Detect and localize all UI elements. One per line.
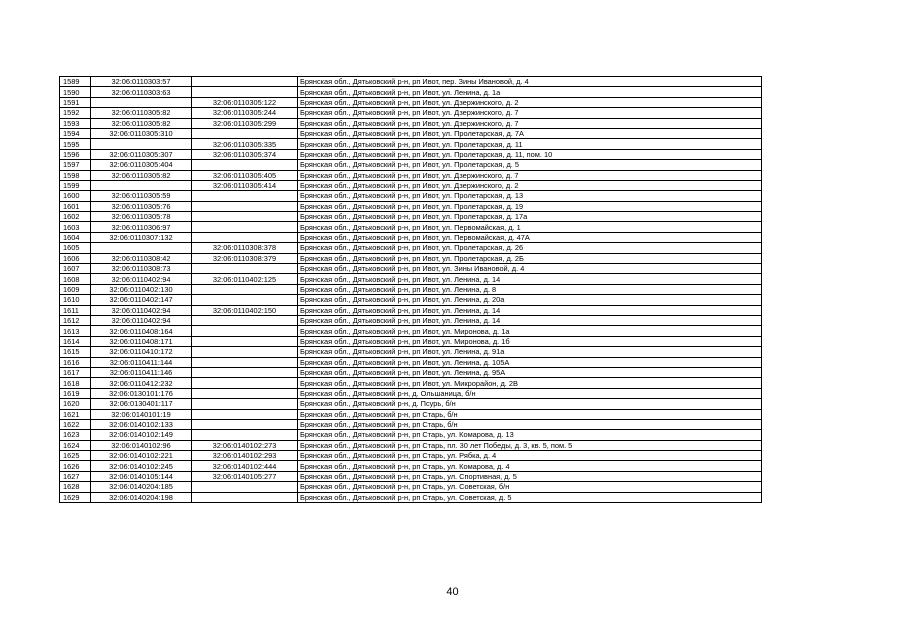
related-cadastral-number-cell	[192, 388, 298, 398]
address-cell: Брянская обл., Дятьковский р-н, рп Ивот, ул. Ленина, д. 14	[298, 305, 762, 315]
related-cadastral-number-cell	[192, 128, 298, 138]
table-row	[60, 399, 762, 409]
related-cadastral-number-cell: 32:06:0110402:125	[192, 274, 298, 284]
table-row	[60, 336, 762, 346]
related-cadastral-number-cell: 32:06:0140105:277	[192, 471, 298, 481]
address-cell: Брянская обл., Дятьковский р-н, рп Ивот, ул. Первомайская, д. 1	[298, 222, 762, 232]
related-cadastral-number-cell: 32:06:0110305:414	[192, 180, 298, 190]
row-number-cell: 1589	[60, 77, 91, 87]
related-cadastral-number-cell: 32:06:0140102:273	[192, 440, 298, 450]
related-cadastral-number-cell	[192, 264, 298, 274]
table-row	[60, 367, 762, 377]
cadastral-number-cell	[91, 243, 192, 253]
cadastral-number-cell: 32:06:0110411:144	[91, 357, 192, 367]
address-cell: Брянская обл., Дятьковский р-н, рп Ивот, ул. Дзержинского, д. 7	[298, 108, 762, 118]
table-row	[60, 492, 762, 502]
table-row	[60, 222, 762, 232]
address-cell: Брянская обл., Дятьковский р-н, рп Ивот, ул. Ленина, д. 8	[298, 284, 762, 294]
address-cell: Брянская обл., Дятьковский р-н, рп Старь, ул. Советская, д. 5	[298, 492, 762, 502]
address-cell: Брянская обл., Дятьковский р-н, рп Старь, пл. 30 лет Победы, д. 3, кв. 5, пом. 5	[298, 440, 762, 450]
row-number-cell: 1606	[60, 253, 91, 263]
table-row	[60, 253, 762, 263]
address-cell: Брянская обл., Дятьковский р-н, рп Ивот, ул. Пролетарская, д. 26	[298, 243, 762, 253]
address-cell: Брянская обл., Дятьковский р-н, рп Ивот, ул. Пролетарская, д. 7А	[298, 128, 762, 138]
address-cell: Брянская обл., Дятьковский р-н, рп Ивот, ул. Пролетарская, д. 11, пом. 10	[298, 149, 762, 159]
row-number-cell: 1627	[60, 471, 91, 481]
address-cell: Брянская обл., Дятьковский р-н, рп Ивот, ул. Ленина, д. 105А	[298, 357, 762, 367]
address-cell: Брянская обл., Дятьковский р-н, рп Старь, б/н	[298, 419, 762, 429]
address-cell: Брянская обл., Дятьковский р-н, рп Старь, ул. Спортивная, д. 5	[298, 471, 762, 481]
row-number-cell: 1608	[60, 274, 91, 284]
row-number-cell: 1590	[60, 87, 91, 97]
row-number-cell: 1596	[60, 149, 91, 159]
table-row	[60, 264, 762, 274]
row-number-cell: 1622	[60, 419, 91, 429]
cadastral-number-cell	[91, 139, 192, 149]
address-cell: Брянская обл., Дятьковский р-н, рп Ивот, ул. Пролетарская, д. 17а	[298, 212, 762, 222]
address-cell: Брянская обл., Дятьковский р-н, рп Ивот, ул. Ленина, д. 95А	[298, 367, 762, 377]
row-number-cell: 1628	[60, 482, 91, 492]
row-number-cell: 1621	[60, 409, 91, 419]
row-number-cell: 1607	[60, 264, 91, 274]
row-number-cell: 1618	[60, 378, 91, 388]
related-cadastral-number-cell	[192, 222, 298, 232]
address-cell: Брянская обл., Дятьковский р-н, рп Ивот, ул. Ленина, д. 14	[298, 274, 762, 284]
cadastral-number-cell: 32:06:0110402:94	[91, 274, 192, 284]
row-number-cell: 1610	[60, 295, 91, 305]
table-row	[60, 315, 762, 325]
row-number-cell: 1626	[60, 461, 91, 471]
table-row	[60, 191, 762, 201]
cadastral-number-cell: 32:06:0110303:63	[91, 87, 192, 97]
table-row	[60, 471, 762, 481]
row-number-cell: 1624	[60, 440, 91, 450]
related-cadastral-number-cell	[192, 336, 298, 346]
table-row	[60, 347, 762, 357]
row-number-cell: 1616	[60, 357, 91, 367]
cadastral-number-cell: 32:06:0110305:82	[91, 108, 192, 118]
related-cadastral-number-cell	[192, 409, 298, 419]
cadastral-number-cell: 32:06:0110308:42	[91, 253, 192, 263]
row-number-cell: 1593	[60, 118, 91, 128]
related-cadastral-number-cell: 32:06:0110305:374	[192, 149, 298, 159]
cadastral-number-cell: 32:06:0110402:94	[91, 305, 192, 315]
table-row	[60, 97, 762, 107]
address-cell: Брянская обл., Дятьковский р-н, рп Ивот, ул. Миронова, д. 1б	[298, 336, 762, 346]
related-cadastral-number-cell	[192, 87, 298, 97]
cadastral-number-cell: 32:06:0140102:245	[91, 461, 192, 471]
table-row	[60, 482, 762, 492]
cadastral-number-cell: 32:06:0110410:172	[91, 347, 192, 357]
related-cadastral-number-cell: 32:06:0140102:293	[192, 451, 298, 461]
address-cell: Брянская обл., Дятьковский р-н, рп Ивот, ул. Миронова, д. 1а	[298, 326, 762, 336]
cadastral-number-cell: 32:06:0110402:130	[91, 284, 192, 294]
related-cadastral-number-cell: 32:06:0110308:379	[192, 253, 298, 263]
row-number-cell: 1612	[60, 315, 91, 325]
address-cell: Брянская обл., Дятьковский р-н, рп Ивот, ул. Пролетарская, д. 11	[298, 139, 762, 149]
address-cell: Брянская обл., Дятьковский р-н, рп Ивот, ул. Ленина, д. 14	[298, 315, 762, 325]
table-row	[60, 419, 762, 429]
table-row	[60, 440, 762, 450]
table-row	[60, 108, 762, 118]
row-number-cell: 1598	[60, 170, 91, 180]
row-number-cell: 1615	[60, 347, 91, 357]
cadastral-number-cell: 32:06:0110305:82	[91, 118, 192, 128]
address-cell: Брянская обл., Дятьковский р-н, рп Ивот, ул. Дзержинского, д. 2	[298, 97, 762, 107]
row-number-cell: 1619	[60, 388, 91, 398]
table-row	[60, 149, 762, 159]
cadastral-number-cell: 32:06:0130401:117	[91, 399, 192, 409]
related-cadastral-number-cell	[192, 347, 298, 357]
address-cell: Брянская обл., Дятьковский р-н, рп Старь, ул. Комарова, д. 4	[298, 461, 762, 471]
address-cell: Брянская обл., Дятьковский р-н, рп Ивот, ул. Пролетарская, д. 19	[298, 201, 762, 211]
table-row	[60, 378, 762, 388]
table-row	[60, 451, 762, 461]
table-row	[60, 326, 762, 336]
table-row	[60, 388, 762, 398]
related-cadastral-number-cell: 32:06:0140102:444	[192, 461, 298, 471]
page-number: 40	[446, 586, 459, 598]
related-cadastral-number-cell	[192, 212, 298, 222]
related-cadastral-number-cell	[192, 357, 298, 367]
cadastral-number-cell: 32:06:0110307:132	[91, 232, 192, 242]
address-cell: Брянская обл., Дятьковский р-н, рп Ивот, ул. Пролетарская, д. 13	[298, 191, 762, 201]
cadastral-number-cell: 32:06:0110305:307	[91, 149, 192, 159]
address-cell: Брянская обл., Дятьковский р-н, рп Ивот, ул. Первомайская, д. 47А	[298, 232, 762, 242]
address-cell: Брянская обл., Дятьковский р-н, рп Старь, ул. Советская, б/н	[298, 482, 762, 492]
table-row	[60, 274, 762, 284]
address-cell: Брянская обл., Дятьковский р-н, рп Ивот, ул. Дзержинского, д. 2	[298, 180, 762, 190]
row-number-cell: 1595	[60, 139, 91, 149]
related-cadastral-number-cell	[192, 77, 298, 87]
cadastral-number-cell: 32:06:0110305:59	[91, 191, 192, 201]
related-cadastral-number-cell	[192, 315, 298, 325]
address-cell: Брянская обл., Дятьковский р-н, рп Ивот, ул. Пролетарская, д. 5	[298, 160, 762, 170]
cadastral-number-cell: 32:06:0140102:149	[91, 430, 192, 440]
related-cadastral-number-cell: 32:06:0110305:405	[192, 170, 298, 180]
registry-table	[59, 76, 762, 503]
table-row	[60, 160, 762, 170]
row-number-cell: 1601	[60, 201, 91, 211]
cadastral-number-cell: 32:06:0140204:185	[91, 482, 192, 492]
row-number-cell: 1591	[60, 97, 91, 107]
related-cadastral-number-cell	[192, 492, 298, 502]
related-cadastral-number-cell	[192, 232, 298, 242]
related-cadastral-number-cell	[192, 367, 298, 377]
row-number-cell: 1614	[60, 336, 91, 346]
row-number-cell: 1625	[60, 451, 91, 461]
address-cell: Брянская обл., Дятьковский р-н, рп Ивот, ул. Дзержинского, д. 7	[298, 118, 762, 128]
cadastral-number-cell: 32:06:0110305:82	[91, 170, 192, 180]
row-number-cell: 1600	[60, 191, 91, 201]
address-cell: Брянская обл., Дятьковский р-н, рп Старь, ул. Комарова, д. 13	[298, 430, 762, 440]
table-row	[60, 77, 762, 87]
related-cadastral-number-cell	[192, 378, 298, 388]
address-cell: Брянская обл., Дятьковский р-н, рп Ивот, ул. Ленина, д. 1а	[298, 87, 762, 97]
related-cadastral-number-cell: 32:06:0110305:299	[192, 118, 298, 128]
related-cadastral-number-cell	[192, 419, 298, 429]
row-number-cell: 1609	[60, 284, 91, 294]
cadastral-number-cell: 32:06:0140102:221	[91, 451, 192, 461]
table-row	[60, 212, 762, 222]
address-cell: Брянская обл., Дятьковский р-н, рп Ивот, ул. Дзержинского, д. 7	[298, 170, 762, 180]
address-cell: Брянская обл., Дятьковский р-н, д. Ольшаница, б/н	[298, 388, 762, 398]
cadastral-number-cell: 32:06:0110305:78	[91, 212, 192, 222]
cadastral-number-cell	[91, 97, 192, 107]
table-row	[60, 87, 762, 97]
address-cell: Брянская обл., Дятьковский р-н, рп Ивот, ул. Ленина, д. 20а	[298, 295, 762, 305]
related-cadastral-number-cell	[192, 326, 298, 336]
table-row	[60, 409, 762, 419]
address-cell: Брянская обл., Дятьковский р-н, рп Старь, ул. Рябка, д. 4	[298, 451, 762, 461]
table-row	[60, 170, 762, 180]
table-row	[60, 243, 762, 253]
row-number-cell: 1617	[60, 367, 91, 377]
row-number-cell: 1603	[60, 222, 91, 232]
row-number-cell: 1597	[60, 160, 91, 170]
related-cadastral-number-cell	[192, 160, 298, 170]
address-cell: Брянская обл., Дятьковский р-н, рп Ивот, ул. Пролетарская, д. 2Б	[298, 253, 762, 263]
table-row	[60, 284, 762, 294]
row-number-cell: 1623	[60, 430, 91, 440]
related-cadastral-number-cell	[192, 430, 298, 440]
cadastral-number-cell: 32:06:0140204:198	[91, 492, 192, 502]
cadastral-number-cell: 32:06:0110306:97	[91, 222, 192, 232]
cadastral-number-cell: 32:06:0110411:146	[91, 367, 192, 377]
address-cell: Брянская обл., Дятьковский р-н, рп Ивот, ул. Зины Ивановой, д. 4	[298, 264, 762, 274]
row-number-cell: 1629	[60, 492, 91, 502]
cadastral-number-cell: 32:06:0110408:164	[91, 326, 192, 336]
table-row	[60, 180, 762, 190]
cadastral-number-cell: 32:06:0140102:96	[91, 440, 192, 450]
related-cadastral-number-cell	[192, 482, 298, 492]
cadastral-number-cell	[91, 180, 192, 190]
row-number-cell: 1602	[60, 212, 91, 222]
table-row	[60, 232, 762, 242]
address-cell: Брянская обл., Дятьковский р-н, рп Старь, б/н	[298, 409, 762, 419]
related-cadastral-number-cell	[192, 295, 298, 305]
table-row	[60, 430, 762, 440]
related-cadastral-number-cell: 32:06:0110305:335	[192, 139, 298, 149]
cadastral-number-cell: 32:06:0110402:94	[91, 315, 192, 325]
row-number-cell: 1604	[60, 232, 91, 242]
cadastral-number-cell: 32:06:0130101:176	[91, 388, 192, 398]
cadastral-number-cell: 32:06:0140102:133	[91, 419, 192, 429]
row-number-cell: 1611	[60, 305, 91, 315]
table-row	[60, 201, 762, 211]
cadastral-number-cell: 32:06:0110305:76	[91, 201, 192, 211]
row-number-cell: 1594	[60, 128, 91, 138]
table-row	[60, 128, 762, 138]
related-cadastral-number-cell	[192, 399, 298, 409]
address-cell: Брянская обл., Дятьковский р-н, д. Псурь, б/н	[298, 399, 762, 409]
address-cell: Брянская обл., Дятьковский р-н, рп Ивот, ул. Микрорайон, д. 2В	[298, 378, 762, 388]
related-cadastral-number-cell	[192, 191, 298, 201]
cadastral-number-cell: 32:06:0110412:232	[91, 378, 192, 388]
cadastral-number-cell: 32:06:0110408:171	[91, 336, 192, 346]
related-cadastral-number-cell: 32:06:0110305:122	[192, 97, 298, 107]
cadastral-number-cell: 32:06:0110303:57	[91, 77, 192, 87]
related-cadastral-number-cell: 32:06:0110402:150	[192, 305, 298, 315]
cadastral-number-cell: 32:06:0110308:73	[91, 264, 192, 274]
cadastral-number-cell: 32:06:0110305:310	[91, 128, 192, 138]
row-number-cell: 1613	[60, 326, 91, 336]
related-cadastral-number-cell: 32:06:0110308:378	[192, 243, 298, 253]
table-row	[60, 295, 762, 305]
row-number-cell: 1605	[60, 243, 91, 253]
related-cadastral-number-cell: 32:06:0110305:244	[192, 108, 298, 118]
cadastral-number-cell: 32:06:0110402:147	[91, 295, 192, 305]
table-row	[60, 118, 762, 128]
registry-table-body	[60, 77, 762, 503]
cadastral-number-cell: 32:06:0140101:19	[91, 409, 192, 419]
table-row	[60, 305, 762, 315]
cadastral-number-cell: 32:06:0140105:144	[91, 471, 192, 481]
table-row	[60, 357, 762, 367]
table-row	[60, 461, 762, 471]
table-row	[60, 139, 762, 149]
row-number-cell: 1592	[60, 108, 91, 118]
address-cell: Брянская обл., Дятьковский р-н, рп Ивот, пер. Зины Ивановой, д. 4	[298, 77, 762, 87]
address-cell: Брянская обл., Дятьковский р-н, рп Ивот, ул. Ленина, д. 91а	[298, 347, 762, 357]
row-number-cell: 1599	[60, 180, 91, 190]
related-cadastral-number-cell	[192, 201, 298, 211]
cadastral-number-cell: 32:06:0110305:404	[91, 160, 192, 170]
related-cadastral-number-cell	[192, 284, 298, 294]
row-number-cell: 1620	[60, 399, 91, 409]
